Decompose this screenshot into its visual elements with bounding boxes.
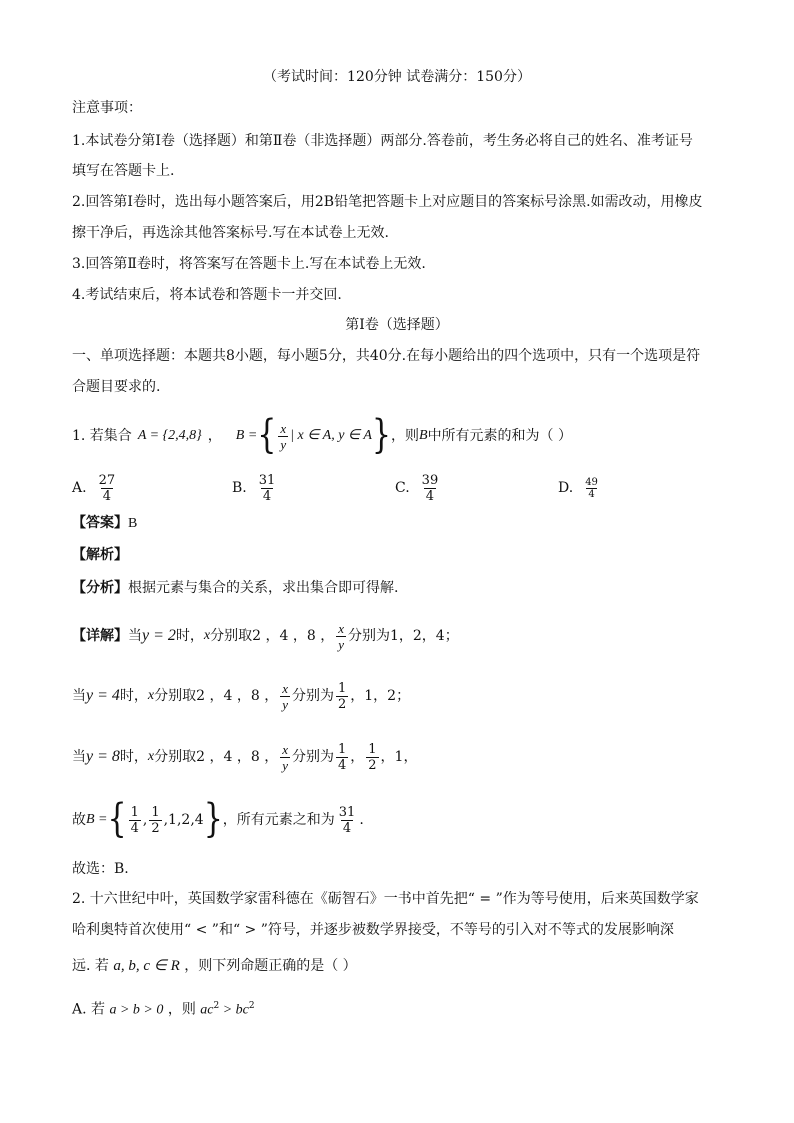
q1-set-b-condition: | x ∈ A, y ∈ A	[290, 428, 372, 443]
option-fraction	[420, 473, 441, 504]
frac-num: 31	[338, 804, 356, 820]
q1-suffix-pre: ，则	[391, 428, 419, 444]
d2-x: x	[147, 688, 155, 703]
option-den: 4	[588, 488, 595, 500]
q2-line3-post: ，则下列命题正确的是（ ）	[184, 958, 357, 974]
exam-info: （考试时间：120分钟 试卷满分：150分）	[263, 69, 531, 85]
option-den: 4	[102, 488, 111, 504]
option-label: B.	[232, 480, 247, 496]
hint-text: 根据元素与集合的关系，求出集合即可得解.	[128, 580, 399, 596]
option-label: C.	[395, 480, 410, 496]
q1-suffix-var: B	[419, 428, 428, 443]
q1-set-b-lhs: B =	[235, 428, 258, 443]
answer-line	[72, 513, 137, 534]
d2-fraction-xy	[280, 681, 290, 712]
d4-end: .	[359, 812, 364, 828]
question-2-option-a	[72, 996, 255, 1021]
notes-item-2-cont: 擦干净后，再选涂其他答案标号.写在本试卷上无效.	[72, 225, 389, 241]
d3-pre: 当	[72, 749, 86, 765]
q1-options	[72, 468, 722, 508]
d1-vals: 分别取2 ，4 ，8 ，	[210, 628, 335, 644]
analysis-label: 【解析】	[72, 547, 128, 563]
notes-item-2: 2.回答第Ⅰ卷时，选出每小题答案后，用2B铅笔把答题卡上对应题目的答案标号涂黑.如需改动，用橡皮	[72, 194, 703, 210]
d2-tail2: ，1，2；	[350, 688, 411, 704]
option-fraction	[583, 477, 600, 500]
option-label: D.	[558, 480, 574, 496]
detail-line-1	[72, 616, 459, 656]
frac-den: y	[282, 696, 288, 712]
answer-value: B	[128, 516, 138, 531]
option-fraction	[257, 473, 278, 504]
d1-tail: 分别为1，2，4；	[347, 628, 459, 644]
d1-mid: 时，	[175, 628, 204, 644]
hint-line	[72, 578, 398, 598]
q2-line3-pre: 远. 若	[72, 958, 109, 974]
frac-den: y	[282, 757, 288, 773]
conclusion: 故选：B.	[72, 861, 129, 877]
frac-num: x	[282, 741, 288, 757]
notes-title: 注意事项：	[72, 100, 142, 116]
option-num: 49	[585, 476, 598, 488]
d4-sum-fraction	[337, 805, 358, 836]
d2-pre: 当	[72, 688, 86, 704]
option-label: A.	[72, 480, 87, 496]
q1-set-a: A = {2,4,8}	[137, 428, 202, 443]
d3-fraction-quarter	[336, 742, 348, 773]
right-brace-icon: }	[371, 412, 391, 459]
section-desc-cont: 合题目要求的.	[72, 379, 161, 395]
d3-sep: ，	[350, 749, 365, 765]
d4-fraction-half	[149, 805, 161, 836]
q1-option-c	[395, 468, 442, 508]
question-2-line-1: 2. 十六世纪中叶，英国数学家雷科德在《砺智石》一书中首先把“ = ”作为等号使用，后来英国数学家	[72, 891, 699, 907]
question-2-line-3	[72, 956, 357, 976]
question-2-line-2: 哈利奥特首次使用“ < ”和“ > ”符号，并逐步被数学界接受，不等号的引入对不等式的发展影响深	[72, 922, 674, 938]
d3-fraction-half	[366, 742, 378, 773]
q1-comma: ，	[207, 428, 222, 444]
q1-prefix: 1. 若集合	[72, 428, 132, 444]
d4-pre: 故	[72, 812, 86, 828]
frac-den: 2	[337, 696, 347, 712]
right-brace-icon: }	[203, 796, 223, 843]
frac-num: x	[338, 620, 344, 636]
frac-den: 4	[337, 757, 347, 773]
section-desc: 一、单项选择题：本题共8小题，每小题5分，共40分.在每小题给出的四个选项中，只有一个选项是符	[72, 348, 701, 364]
d2-fraction-half	[336, 681, 348, 712]
frac-den: 4	[342, 820, 352, 836]
frac-den: y	[338, 636, 344, 652]
left-brace-icon: {	[107, 796, 127, 843]
d3-cond: y = 8	[86, 748, 120, 765]
detail-line-3	[72, 737, 417, 777]
hint-label: 【分析】	[72, 580, 128, 596]
frac-den: 2	[151, 820, 160, 836]
frac-num: 1	[130, 804, 139, 820]
d3-vals: 分别取2 ，4 ，8 ，	[154, 749, 279, 765]
detail-label: 【详解】	[72, 628, 128, 644]
q2-opt-a-label: A. 若	[72, 1001, 106, 1018]
q1-set-b-fraction	[278, 421, 288, 452]
d1-x: x	[203, 628, 211, 643]
d1-cond: y = 2	[142, 627, 176, 644]
frac-num: 1	[337, 741, 347, 757]
d3-fraction-xy	[280, 742, 290, 773]
analysis-line	[72, 545, 128, 565]
d4-set-lhs: B =	[86, 812, 108, 827]
notes-item-4: 4.考试结束后，将本试卷和答题卡一并交回.	[72, 287, 342, 303]
notes-item-3: 3.回答第Ⅱ卷时，将答案写在答题卡上.写在本试卷上无效.	[72, 256, 426, 272]
d3-tail2: ，1，	[380, 749, 418, 765]
q1-suffix-post: 中所有元素的和为（ ）	[427, 428, 573, 444]
answer-label: 【答案】	[72, 515, 128, 531]
notes-item-1-cont: 填写在答题卡上.	[72, 163, 175, 179]
q1-frac-den: y	[280, 436, 287, 452]
option-den: 4	[262, 488, 272, 504]
d2-tail1: 分别为	[291, 688, 334, 704]
d1-fraction	[336, 621, 346, 652]
d4-mid: ，所有元素之和为	[222, 812, 335, 828]
detail-line-4: 故 B = { $\frac{1}{4}$ , $\frac{1}{2}$ ,1,2,4 } ，所有元素之和为 $\frac{31}{4}$ .	[72, 796, 364, 843]
option-den: 4	[425, 488, 435, 504]
q2-opt-a-gt: > bc	[219, 1002, 249, 1018]
frac-num: 1	[368, 741, 377, 757]
frac-num: x	[282, 680, 288, 696]
q2-opt-a-res: ac	[200, 1002, 214, 1018]
option-num: 39	[421, 472, 439, 488]
d4-fraction-quarter	[129, 805, 141, 836]
q2-line3-math: a, b, c ∈ R	[113, 958, 180, 974]
d1-pre: 当	[128, 628, 142, 644]
d3-tail1: 分别为	[291, 749, 334, 765]
d2-mid: 时，	[119, 688, 148, 704]
option-num: 31	[258, 472, 276, 488]
option-fraction	[97, 473, 118, 504]
q1-option-b	[232, 468, 279, 508]
question-1	[72, 412, 573, 459]
frac-den: 2	[368, 757, 377, 773]
d2-cond: y = 4	[86, 687, 120, 704]
q2-opt-a-cond: a > b > 0	[109, 1002, 164, 1018]
q2-opt-a-sup2: 2	[248, 1001, 255, 1011]
q2-opt-a-mid: ，则	[167, 1001, 196, 1018]
frac-num: 1	[151, 804, 160, 820]
frac-num: 1	[337, 680, 347, 696]
detail-line-2	[72, 676, 410, 716]
d4-rest: ,1,2,4	[163, 812, 204, 828]
d2-vals: 分别取2 ，4 ，8 ，	[154, 688, 279, 704]
q2-opt-a-sup: 2	[213, 1001, 220, 1011]
notes-item-1: 1.本试卷分第Ⅰ卷（选择题）和第Ⅱ卷（非选择题）两部分.答卷前，考生务必将自己的姓名、准考证号	[72, 133, 693, 149]
option-num: 27	[98, 472, 116, 488]
d3-x: x	[147, 749, 155, 764]
q1-frac-num: x	[280, 420, 287, 436]
d3-mid: 时，	[119, 749, 148, 765]
left-brace-icon: {	[257, 412, 277, 459]
section-title: 第Ⅰ卷（选择题）	[345, 317, 449, 333]
frac-den: 4	[130, 820, 139, 836]
q1-option-d	[558, 468, 602, 508]
q1-option-a	[72, 468, 119, 508]
